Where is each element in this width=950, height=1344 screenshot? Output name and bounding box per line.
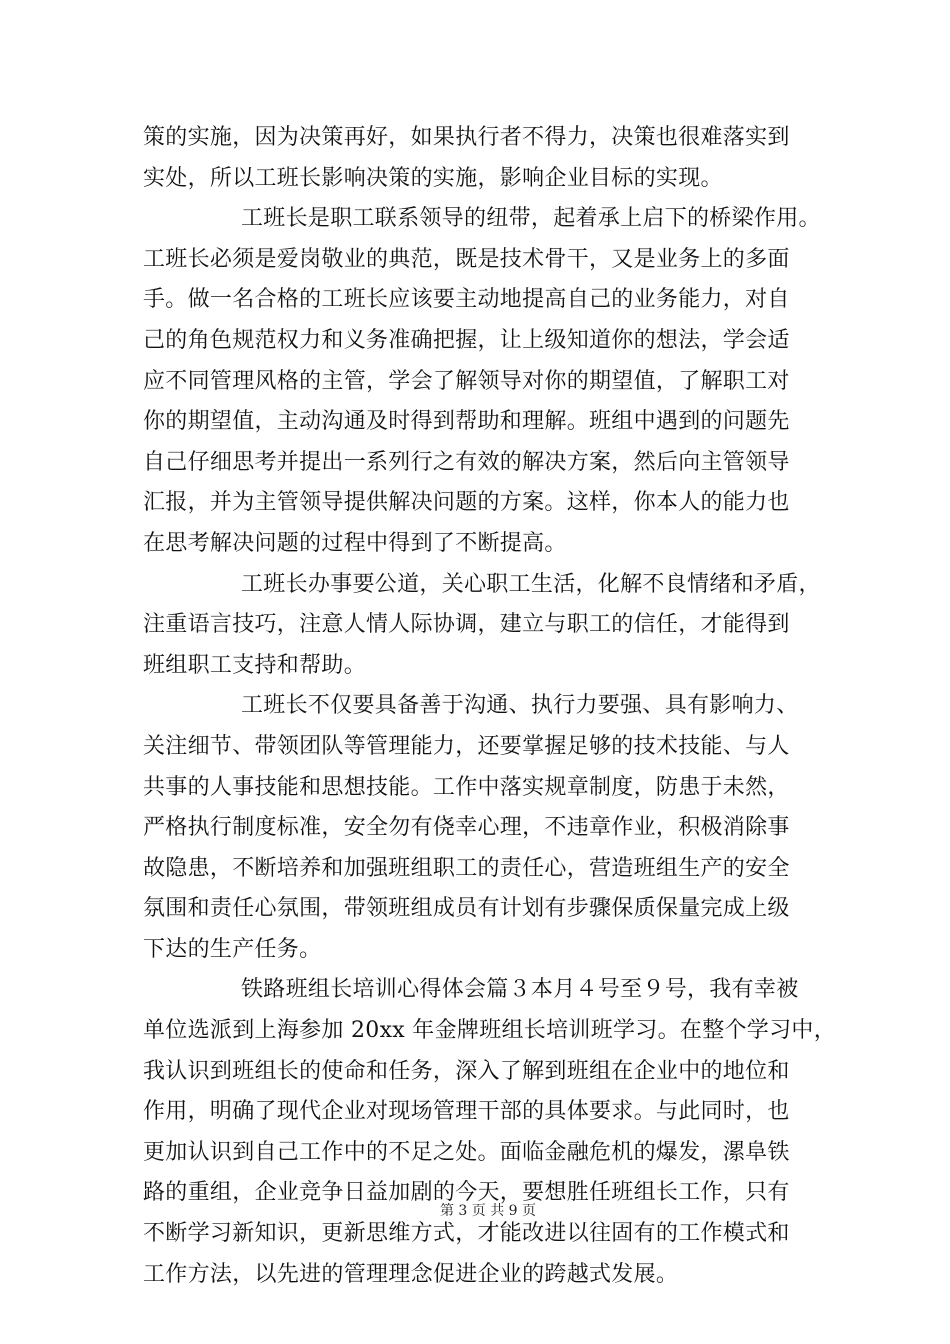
text-line: 路的重组，企业竞争日益加剧的今天，要想胜任班组长工作，只有: [143, 1180, 790, 1206]
paragraph-5: [143, 970, 836, 1295]
text-line: 应不同管理风格的主管，学会了解领导对你的期望值，了解职工对: [143, 368, 790, 394]
text-line: 更加认识到自己工作中的不足之处。面临金融危机的爆发，漯阜铁: [143, 1139, 790, 1165]
text-line-indented: 工班长办事要公道，关心职工生活，化解不良情绪和矛盾，: [241, 571, 821, 597]
paragraph-3: [143, 565, 821, 687]
text-line: 下达的生产任务。: [143, 936, 322, 962]
text-line: 工班长必须是爱岗敬业的典范，既是技术骨干，又是业务上的多面: [143, 246, 790, 272]
text-line: 我认识到班组长的使命和任务，深入了解到班组在企业中的地位和: [143, 1058, 790, 1084]
text-line-indented: 铁路班组长培训心得体会篇３本月４号至９号，我有幸被: [241, 977, 799, 1003]
document-body: [143, 118, 836, 1295]
text-line: 策的实施，因为决策再好，如果执行者不得力，决策也很难落实到: [143, 125, 790, 150]
text-line: 关注细节、带领团队等管理能力，还要掌握足够的技术技能、与人: [143, 733, 790, 759]
text-line: 单位选派到上海参加 20xx 年金牌班组长培训班学习。在整个学习中，: [143, 1018, 836, 1044]
text-line-indented: 工班长不仅要具备善于沟通、执行力要强、具有影响力、: [241, 693, 799, 719]
text-line: 作用，明确了现代企业对现场管理干部的具体要求。与此同时，也: [143, 1099, 790, 1125]
text-line: 不断学习新知识，更新思维方式，才能改进以往固有的工作模式和: [143, 1221, 790, 1247]
text-line: 己的角色规范权力和义务准确把握，让上级知道你的想法，学会适: [143, 327, 790, 353]
text-line: 手。做一名合格的工班长应该要主动地提高自己的业务能力，对自: [143, 287, 790, 313]
text-line: 故隐患，不断培养和加强班组职工的责任心，营造班组生产的安全: [143, 855, 790, 881]
text-line-indented: 工班长是职工联系领导的纽带，起着承上启下的桥梁作用。: [241, 206, 821, 232]
paragraph-1: [143, 118, 815, 199]
text-line: 氛围和责任心氛围，带领班组成员有计划有步骤保质保量完成上级: [143, 896, 790, 922]
text-line: 实处，所以工班长影响决策的实施，影响企业目标的实现。: [143, 165, 723, 191]
page-number-footer: 第 3 页 共 9 页: [439, 1203, 537, 1219]
text-line: 汇报，并为主管领导提供解决问题的方案。这样，你本人的能力也: [143, 490, 790, 516]
text-line: 工作方法，以先进的管理理念促进企业的跨越式发展。: [143, 1261, 679, 1287]
text-line: 共事的人事技能和思想技能。工作中落实规章制度，防患于未然，: [143, 774, 790, 800]
text-line: 严格执行制度标准，安全勿有侥幸心理，不违章作业，积极消除事: [143, 815, 790, 841]
text-line: 班组职工支持和帮助。: [143, 652, 367, 678]
paragraph-4: [143, 686, 815, 970]
text-line: 注重语言技巧，注意人情人际协调，建立与职工的信任，才能得到: [143, 612, 790, 638]
paragraph-2: [143, 199, 821, 564]
text-line: 在思考解决问题的过程中得到了不断提高。: [143, 530, 567, 556]
text-line: 你的期望值，主动沟通及时得到帮助和理解。班组中遇到的问题先: [143, 409, 790, 435]
text-line: 自己仔细思考并提出一系列行之有效的解决方案，然后向主管领导: [143, 449, 790, 475]
